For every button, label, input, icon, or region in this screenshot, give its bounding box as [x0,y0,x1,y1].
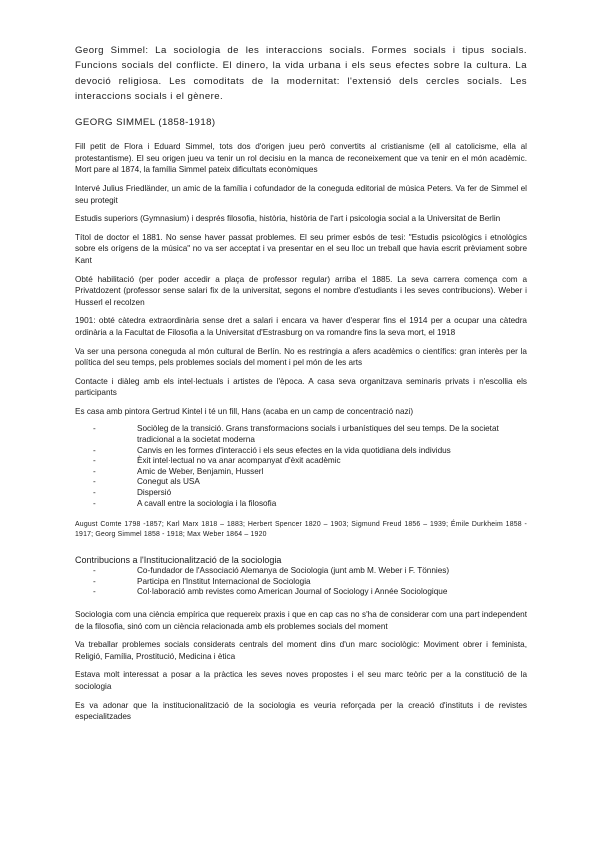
list-item: - Conegut als USA [75,477,527,488]
paragraph-institutionalization: Es va adonar que la institucionalització de la sociologia es veuria reforçada per la creació d'instituts i de revistes especialitzades [75,700,527,722]
paragraph-empirical-science: Sociologia com una ciència empírica que requereix praxis i que en cap cas no s'ha de considerar com una part independent de la filosofia, sinó com un ciència relacionada amb els problemes socials del moment [75,610,527,631]
paragraph-doctorate: Títol de doctor el 1881. No sense haver passat problemes. El seu primer esbós de tesi: "Estudis psicològics i etnològics sobre els orígens de la música" no va ser acceptat i va presentar en el seu lloc un treball que havia escrit prèviament sobre Kant [75,232,527,265]
section-heading: GEORG SIMMEL (1858-1918) [75,117,216,129]
list-item: - Participa en l'Institut Internacional de Sociologia [75,577,527,588]
list-item: - Sociòleg de la transició. Grans transformacions socials i urbanístiques del seu temps. De la societat tradicional a la societat moderna [75,424,527,445]
paragraph-social-problems: Va treballar problemes socials considerats centrals del moment dins d'un marc sociològic: Moviment obrer i feminista, Religió, Família, Prostitució, Medicina i ètica [75,640,527,661]
list-item: - Col·laboració amb revistes como American Journal of Sociology i Année Sociologique [75,587,527,598]
dates-line: August Comte 1798 -1857; Karl Marx 1818 – 1883; Herbert Spencer 1820 – 1903; Sigmund Freud 1856 – 1939; Émile Durkheim 1858 - 1917; Georg Simmel 1858 - 1918; Max Weber 1864 – 1920 [75,521,527,539]
paragraph-marriage: Es casa amb pintora Gertrud Kintel i té un fill, Hans (acaba en un camp de concentració nazi) [75,406,414,416]
paragraph-family: Fill petit de Flora i Eduard Simmel, tots dos d'origen jueu però convertits al cristianisme (ell al catolicisme, ella al protestantisme). El seu origen jueu va tenir un rol decisiu en la manca de reconeixement que va tenir en el món acadèmic. Mort pare al 1874, la família Simmel pateix dificultats econòmiques [75,142,527,175]
paragraph-seminars: Contacte i diàleg amb els intel·lectuals i artistes de l'època. A casa seva organitzava seminaris privats i n'escollia els participants [75,376,527,398]
list-item: - Èxit intel·lectual no va anar acompanyat d'èxit acadèmic [75,456,527,467]
intro-paragraph: Georg Simmel: La sociologia de les interaccions socials. Formes socials i tipus socials. Funcions socials del conflicte. El dinero, la vida urbana i els seus efectes sobre la cultura. La devoció religiosa. Les comoditats de la modernitat: l'extensió dels cercles socials. Les interaccions socials i el gènere. [75,45,527,102]
paragraph-studies: Estudis superiors (Gymnasium) i després filosofia, història, història de l'art i psicologia social a la Universitat de Berlin [75,214,501,224]
list-item: - Co-fundador de l'Associació Alemanya de Sociologia (junt amb M. Weber i F. Tönnies) [75,566,527,577]
list-item: - Amic de Weber, Benjamin, Husserl [75,467,527,478]
paragraph-chair: 1901: obté càtedra extraordinària sense dret a salari i encara va haver d'esperar fins el 1914 per a ocupar una càtedra ordinària a la Facultat de Filosofia a la Universitat d'Estrasburg on va romandre fins la seva mort, el 1918 [75,316,527,337]
contributions-heading: Contribucions a l'Institucionalització de la sociologia [75,555,282,566]
contributions-list [75,566,527,598]
paragraph-friedlander: Intervé Julius Friedländer, un amic de la família i cofundador de la coneguda editorial de música Peters. Va fer de Simmel el seu protegit [75,183,527,205]
traits-list [75,424,527,509]
list-item: - Dispersió [75,488,527,499]
list-item: - A cavall entre la sociologia i la filosofia [75,499,527,510]
paragraph-practice: Estava molt interessat a posar a la pràctica les seves noves propostes i el seu marc teòric per a la constitució de la sociologia [75,670,527,691]
paragraph-habilitation: Obté habilitació (per poder accedir a plaça de professor regular) arriba el 1885. La seva carrera comença com a Privatdozent (professor sense salari fix de la universitat, segons el nombre d'estudiants i les seves contribucions). Weber i Husserl el recolzen [75,274,527,307]
list-item: - Canvis en les formes d'interacció i els seus efectes en la vida quotidiana dels individus [75,446,527,457]
paragraph-berlin-culture: Va ser una persona coneguda al món cultural de Berlín. No es restringia a afers acadèmics o científics: gran interès per la política del seu temps, pels problemes socials del moment i pel món de les arts [75,346,527,368]
